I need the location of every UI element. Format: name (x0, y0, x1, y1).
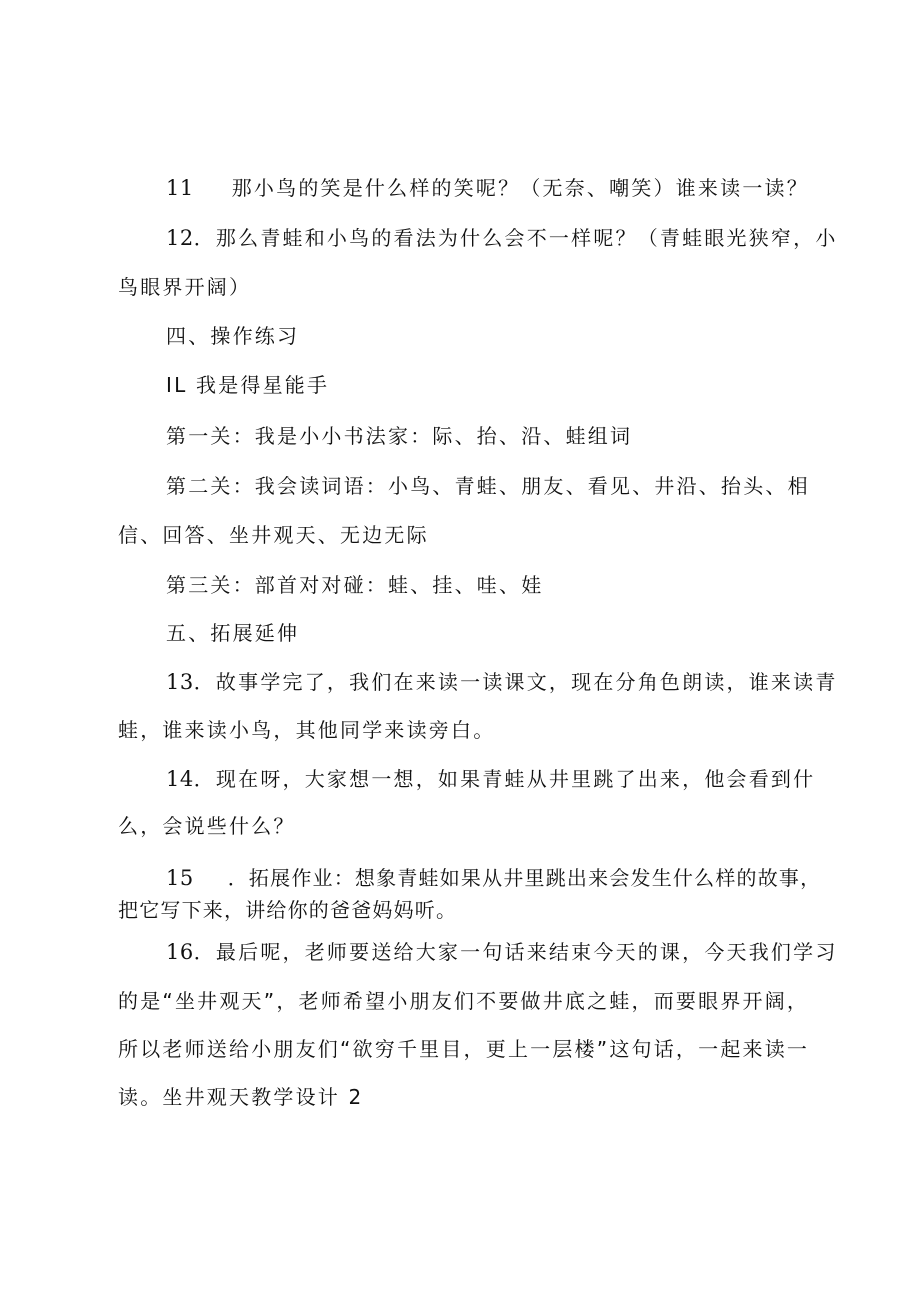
item-12-line-2: 鸟眼界开阔） (118, 275, 252, 299)
item-16-line-1 (166, 938, 838, 966)
item-text: ．那么青蛙和小鸟的看法为什么会不一样呢？（青蛙眼光狭窄，小 (193, 226, 838, 250)
item-text: ．拓展作业：想象青蛙如果从井里跳出来会发生什么样的故事， (227, 866, 822, 890)
subheading-star-expert: IL 我是得星能手 (166, 373, 330, 397)
level-1: 第一关：我是小小书法家：际、抬、沿、蛙组词 (166, 424, 633, 448)
item-13-line-2: 蛙，谁来读小鸟，其他同学来读旁白。 (118, 718, 496, 742)
item-16-line-3: 所以老师送给小朋友们“欲穷千里目，更上一层楼”这句话，一起来读一 (118, 1037, 810, 1061)
item-16-line-4: 读。坐井观天教学设计 2 (118, 1085, 364, 1109)
level-2-line-1: 第二关：我会读词语：小鸟、青蛙、朋友、看见、井沿、抬头、相 (166, 474, 810, 498)
item-12-line-1 (166, 224, 838, 252)
item-text: ．现在呀，大家想一想，如果青蛙从井里跳了出来，他会看到什 (193, 767, 816, 791)
level-2-line-2: 信、回答、坐井观天、无边无际 (118, 523, 429, 547)
item-text: 那小鸟的笑是什么样的笑呢？（无奈、嘲笑）谁来读一读？ (231, 176, 809, 200)
item-14-line-1 (166, 765, 815, 793)
item-13-line-1 (166, 668, 838, 696)
item-number: 14 (166, 767, 194, 791)
item-14-line-2: 么，会说些什么？ (118, 814, 296, 838)
section-heading-5: 五、拓展延伸 (166, 621, 300, 645)
item-number: 16 (166, 940, 194, 964)
item-number: 13 (166, 670, 194, 694)
item-16-line-2: 的是“坐井观天”，老师希望小朋友们不要做井底之蛙，而要眼界开阔， (118, 989, 810, 1013)
item-number: 11 (166, 176, 194, 200)
section-heading-4: 四、操作练习 (166, 324, 300, 348)
item-11 (166, 174, 809, 202)
item-number: 12 (166, 226, 194, 250)
item-15-line-1 (166, 864, 821, 892)
item-text: ．最后呢，老师要送给大家一句话来结束今天的课，今天我们学习 (193, 940, 838, 964)
item-number: 15 (166, 866, 194, 890)
item-text: ．故事学完了，我们在来读一读课文，现在分角色朗读，谁来读青 (193, 670, 838, 694)
item-15-line-2: 把它写下来，讲给你的爸爸妈妈听。 (118, 898, 458, 922)
level-3: 第三关：部首对对碰：蛙、挂、哇、娃 (166, 573, 544, 597)
